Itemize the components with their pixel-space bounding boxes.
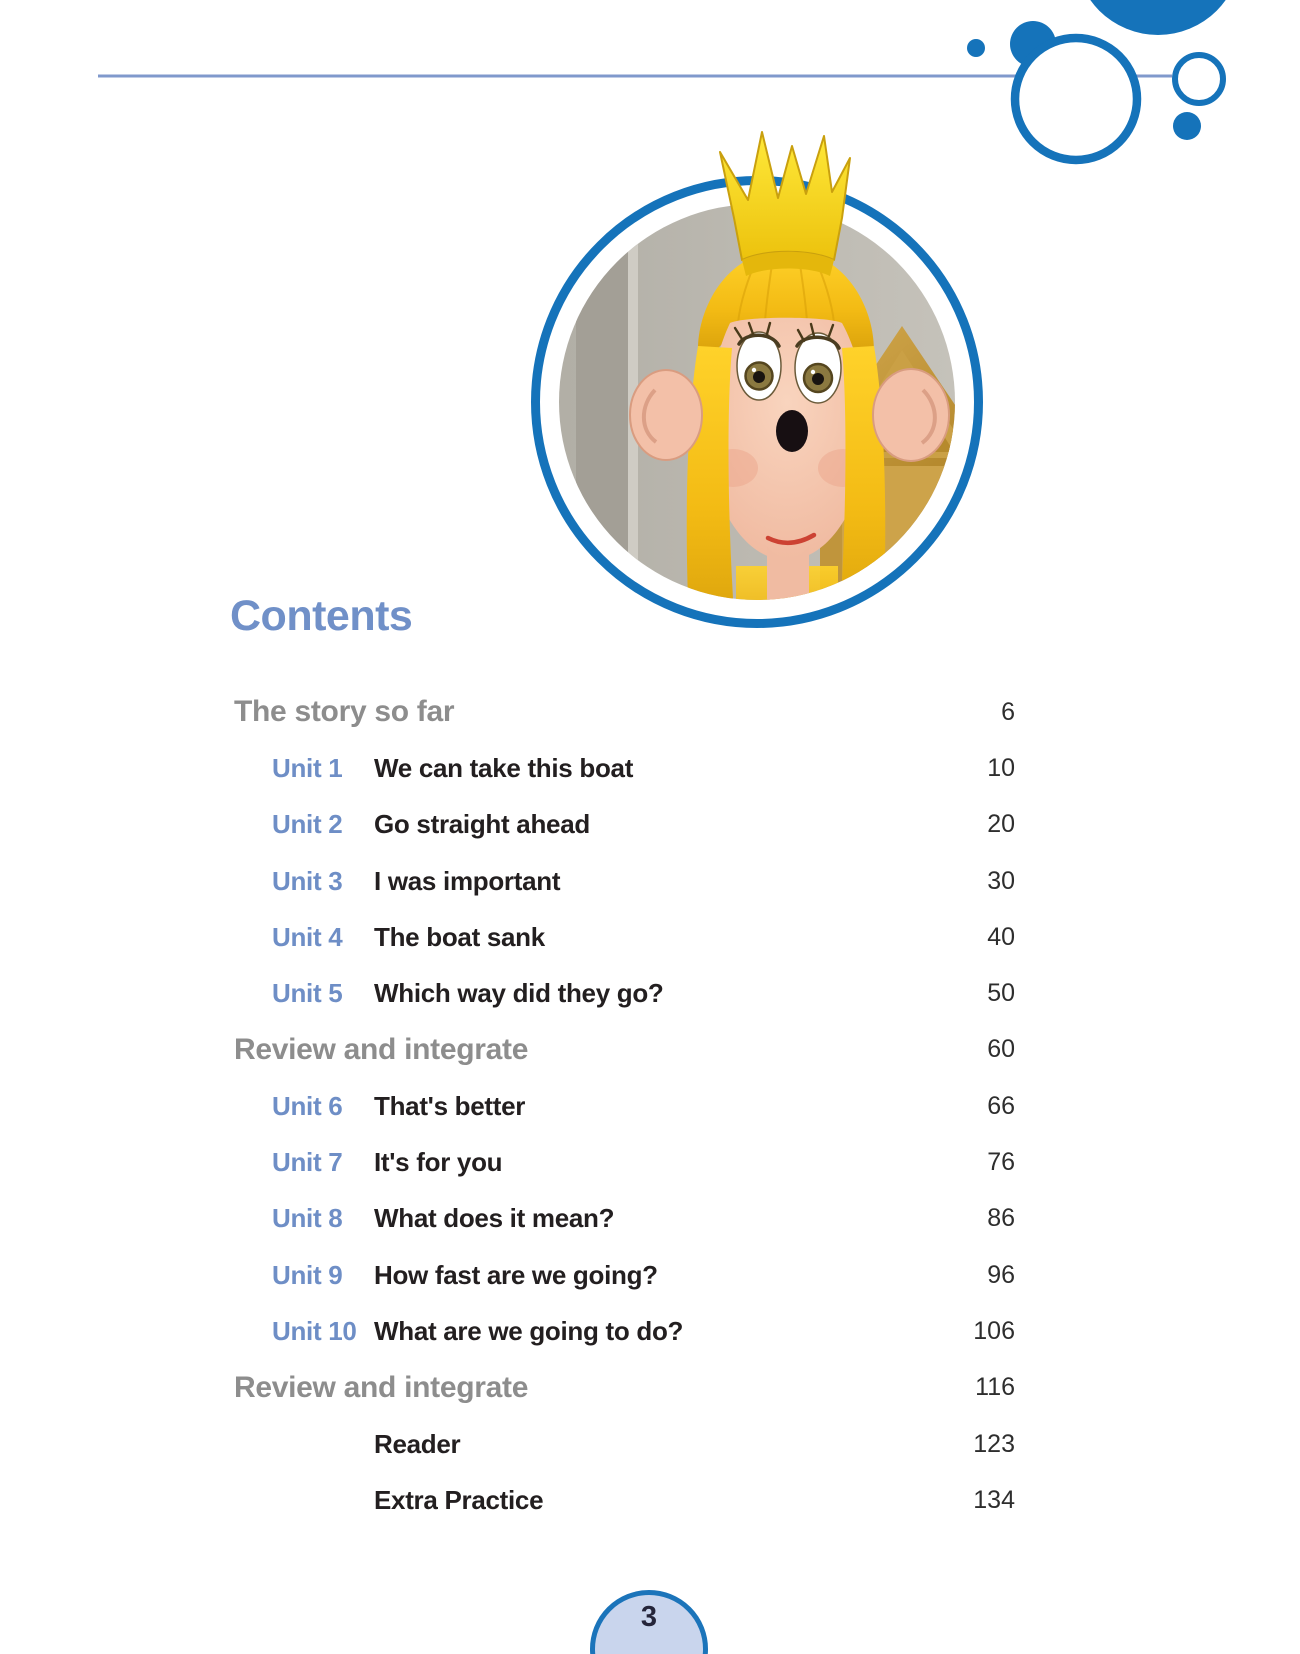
dot-small [967,39,985,57]
toc-section-row [234,1022,1015,1078]
princess-portrait [490,118,1020,643]
toc-unit-row [234,740,1015,796]
page-number: 6 [1001,697,1015,726]
page-number: 30 [987,866,1015,895]
page-number-text: 3 [640,1601,658,1633]
unit-title: It's for you [374,1147,503,1178]
page-number: 116 [975,1373,1015,1402]
section-label: Review and integrate [234,1370,529,1404]
open-mouth [776,410,808,452]
unit-label: Unit 2 [272,809,343,840]
ring-small [1175,55,1223,103]
toc-unit-row [234,1134,1015,1190]
dot-lower [1173,112,1201,140]
crown [720,132,850,260]
unit-title: What are we going to do? [374,1315,684,1346]
page-number: 66 [987,1091,1015,1120]
unit-title: Go straight ahead [374,809,590,840]
row-title: Reader [374,1428,461,1459]
unit-label: Unit 6 [272,1090,343,1121]
section-label: Review and integrate [234,1032,529,1066]
unit-title: The boat sank [374,921,545,952]
toc-unit-row [234,1078,1015,1134]
toc-unit-row [234,965,1015,1021]
unit-label: Unit 5 [272,978,343,1009]
toc-unit-row [234,1303,1015,1359]
toc-unit-row [234,853,1015,909]
toc-section-row [234,684,1015,740]
page-number: 60 [987,1035,1015,1064]
page-number: 106 [973,1316,1015,1345]
unit-title: We can take this boat [374,752,634,783]
unit-title: I was important [374,865,561,896]
neck [767,546,809,643]
page-number-badge [590,1590,708,1654]
table-of-contents [234,684,1015,1528]
row-title: Extra Practice [374,1484,544,1515]
page-number: 96 [987,1260,1015,1289]
unit-title: How fast are we going? [374,1259,658,1290]
unit-title: Which way did they go? [374,978,664,1009]
section-label: The story so far [234,695,455,729]
unit-label: Unit 10 [272,1315,357,1346]
unit-label: Unit 7 [272,1147,343,1178]
page-number: 10 [987,753,1015,782]
page-title: Contents [230,592,413,640]
page-number: 50 [987,979,1015,1008]
page-number: 86 [987,1204,1015,1233]
toc-plain-row [234,1472,1015,1528]
toc-unit-row [234,1191,1015,1247]
unit-label: Unit 1 [272,752,343,783]
toc-unit-row [234,797,1015,853]
page-number: 123 [973,1429,1015,1458]
unit-title: What does it mean? [374,1203,615,1234]
unit-label: Unit 8 [272,1203,343,1234]
page-number: 134 [973,1485,1015,1514]
corner-circle-large-filled [1075,0,1241,35]
page-number: 76 [987,1148,1015,1177]
toc-section-row [234,1360,1015,1416]
page-number: 40 [987,922,1015,951]
ring-large [1015,38,1137,160]
unit-title: That's better [374,1090,526,1121]
toc-plain-row [234,1416,1015,1472]
toc-unit-row [234,909,1015,965]
page-number: 20 [987,810,1015,839]
unit-label: Unit 9 [272,1259,343,1290]
unit-label: Unit 4 [272,921,343,952]
toc-unit-row [234,1247,1015,1303]
unit-label: Unit 3 [272,865,343,896]
